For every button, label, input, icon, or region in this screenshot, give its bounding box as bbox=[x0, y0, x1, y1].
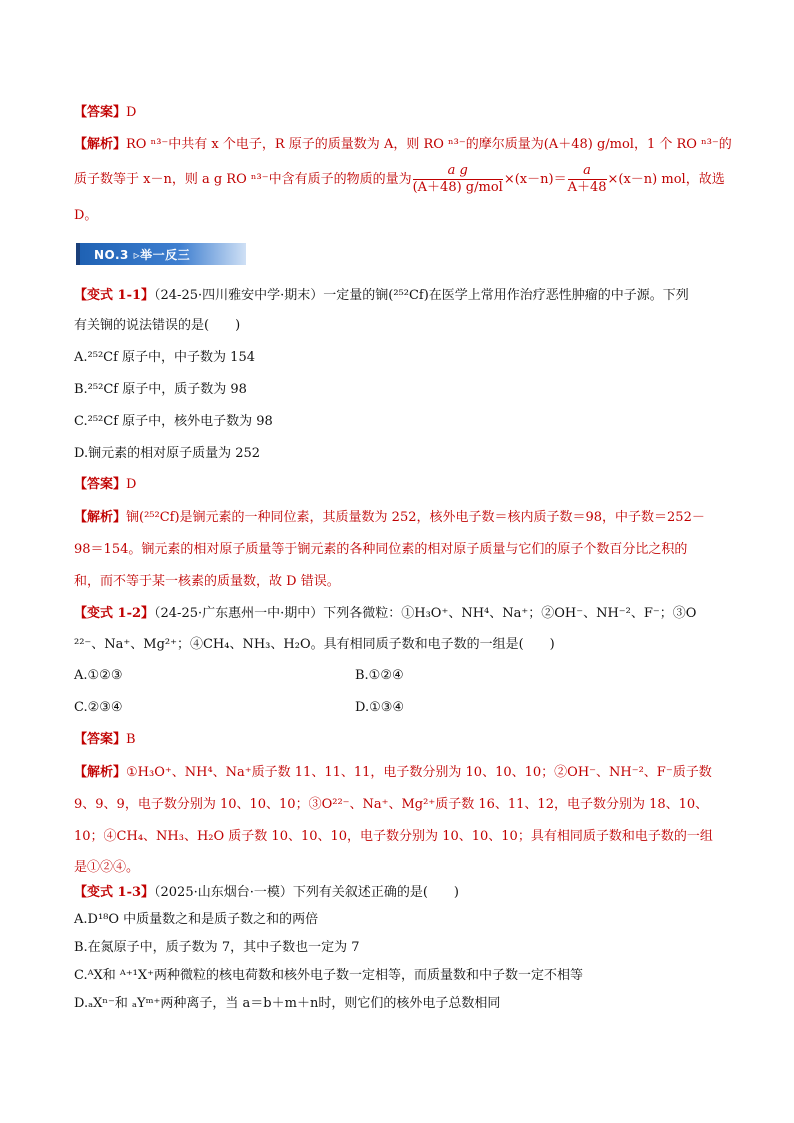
option-c: C.②③④ bbox=[74, 700, 123, 715]
analysis-text: 质子数等于 x－n，则 a g RO ⁿ³⁻中含有质子的物质的量为 bbox=[74, 172, 412, 187]
answer-2 bbox=[74, 476, 136, 494]
answer-value: D bbox=[126, 105, 137, 120]
option-a: A.D¹⁸O 中质量数之和是质子数之和的两倍 bbox=[74, 912, 319, 927]
question-tag: 【变式 1-1】 bbox=[74, 288, 155, 303]
analysis-2-line-2: 98＝154。锎元素的相对原子质量等于锎元素的各种同位素的相对原子质量与它们的原子个数百分比之积的 bbox=[74, 542, 688, 557]
option-d: D.①③④ bbox=[355, 700, 405, 715]
analysis-text: RO ⁿ³⁻中共有 x 个电子，R 原子的质量数为 A，则 RO ⁿ³⁻的摩尔质量为(A＋48) g/mol，1 个 RO ⁿ³⁻的 bbox=[126, 137, 732, 152]
analysis-3-line-4: 是①②④。 bbox=[74, 860, 140, 875]
analysis-2-line-3: 和，而不等于某一核素的质量数，故 D 错误。 bbox=[74, 574, 340, 589]
analysis-1-line-2 bbox=[74, 160, 725, 200]
answer-value: D bbox=[126, 477, 137, 492]
question-text: （24-25·四川雅安中学·期末）一定量的锎(²⁵²Cf)在医学上常用作治疗恶性肿瘤的中子源。下列 bbox=[154, 288, 689, 303]
question-tag: 【变式 1-2】 bbox=[74, 606, 155, 621]
analysis-3-line-3: 10；④CH₄、NH₃、H₂O 质子数 10、10、10，电子数分别为 10、10、10；具有相同质子数和电子数的一组 bbox=[74, 829, 713, 844]
question-1-2-line-1 bbox=[74, 605, 696, 623]
analysis-text: ×(x－n) mol，故选 bbox=[607, 172, 725, 187]
option-c: C.ᴬX和 ᴬ⁺¹X⁺两种微粒的核电荷数和核外电子数一定相等，而质量数和中子数一定不相等 bbox=[74, 968, 584, 983]
analysis-3-line-2: 9、9、9，电子数分别为 10、10、10；③O²²⁻、Na⁺、Mg²⁺质子数 16、11、12，电子数分别为 18、10、 bbox=[74, 797, 709, 812]
option-d: D.ₐXⁿ⁻和 ₐYᵐ⁺两种离子，当 a＝b＋m＋n时，则它们的核外电子总数相同 bbox=[74, 996, 501, 1011]
analysis-1-line-3: D。 bbox=[74, 208, 98, 223]
banner-label: NO.3 ▹举一反三 bbox=[94, 248, 191, 262]
analysis-label: 【解析】 bbox=[74, 137, 127, 152]
option-b: B.在氮原子中，质子数为 7，其中子数也一定为 7 bbox=[74, 940, 360, 955]
question-1-1-line-2: 有关锎的说法错误的是( ) bbox=[74, 318, 241, 333]
question-1-1-line-1 bbox=[74, 287, 689, 305]
answer-label: 【答案】 bbox=[74, 477, 127, 492]
option-a: A.²⁵²Cf 原子中，中子数为 154 bbox=[74, 350, 255, 365]
question-1-3-line-1 bbox=[74, 884, 459, 902]
question-tag: 【变式 1-3】 bbox=[74, 885, 155, 900]
answer-1 bbox=[74, 104, 136, 122]
fraction-1: $\frac{\text{a g}}{\text{(A＋48) g/mol}}$ bbox=[412, 163, 503, 195]
option-b: B.²⁵²Cf 原子中，质子数为 98 bbox=[74, 382, 247, 397]
analysis-text: ×(x－n)＝ bbox=[503, 172, 567, 187]
answer-value: B bbox=[126, 732, 136, 747]
answer-label: 【答案】 bbox=[74, 732, 127, 747]
answer-label: 【答案】 bbox=[74, 105, 127, 120]
analysis-3-line-1 bbox=[74, 764, 712, 782]
question-1-2-line-2: ²²⁻、Na⁺、Mg²⁺；④CH₄、NH₃、H₂O。具有相同质子数和电子数的一组是( ) bbox=[74, 637, 555, 652]
fraction-2: $\frac{a}{A+48}$ bbox=[567, 163, 607, 195]
answer-3 bbox=[74, 731, 136, 749]
analysis-label: 【解析】 bbox=[74, 510, 127, 525]
analysis-2-line-1 bbox=[74, 509, 705, 527]
option-b: B.①②④ bbox=[355, 668, 404, 683]
question-text: （24-25·广东惠州一中·期中）下列各微粒：①H₃O⁺、NH⁴、Na⁺；②OH⁻、NH⁻²、F⁻；③O bbox=[154, 606, 697, 621]
question-text: （2025·山东烟台·一模）下列有关叙述正确的是( ) bbox=[154, 885, 460, 900]
option-c: C.²⁵²Cf 原子中，核外电子数为 98 bbox=[74, 414, 273, 429]
analysis-text: ①H₃O⁺、NH⁴、Na⁺质子数 11、11、11，电子数分别为 10、10、10；②OH⁻、NH⁻²、F⁻质子数 bbox=[126, 765, 712, 780]
analysis-1-line-1 bbox=[74, 136, 732, 154]
option-d: D.锎元素的相对原子质量为 252 bbox=[74, 446, 261, 461]
analysis-text: 锎(²⁵²Cf)是锎元素的一种同位素，其质量数为 252，核外电子数＝核内质子数＝98，中子数＝252－ bbox=[126, 510, 705, 525]
section-banner bbox=[76, 243, 246, 265]
option-a: A.①②③ bbox=[74, 668, 123, 683]
analysis-label: 【解析】 bbox=[74, 765, 127, 780]
